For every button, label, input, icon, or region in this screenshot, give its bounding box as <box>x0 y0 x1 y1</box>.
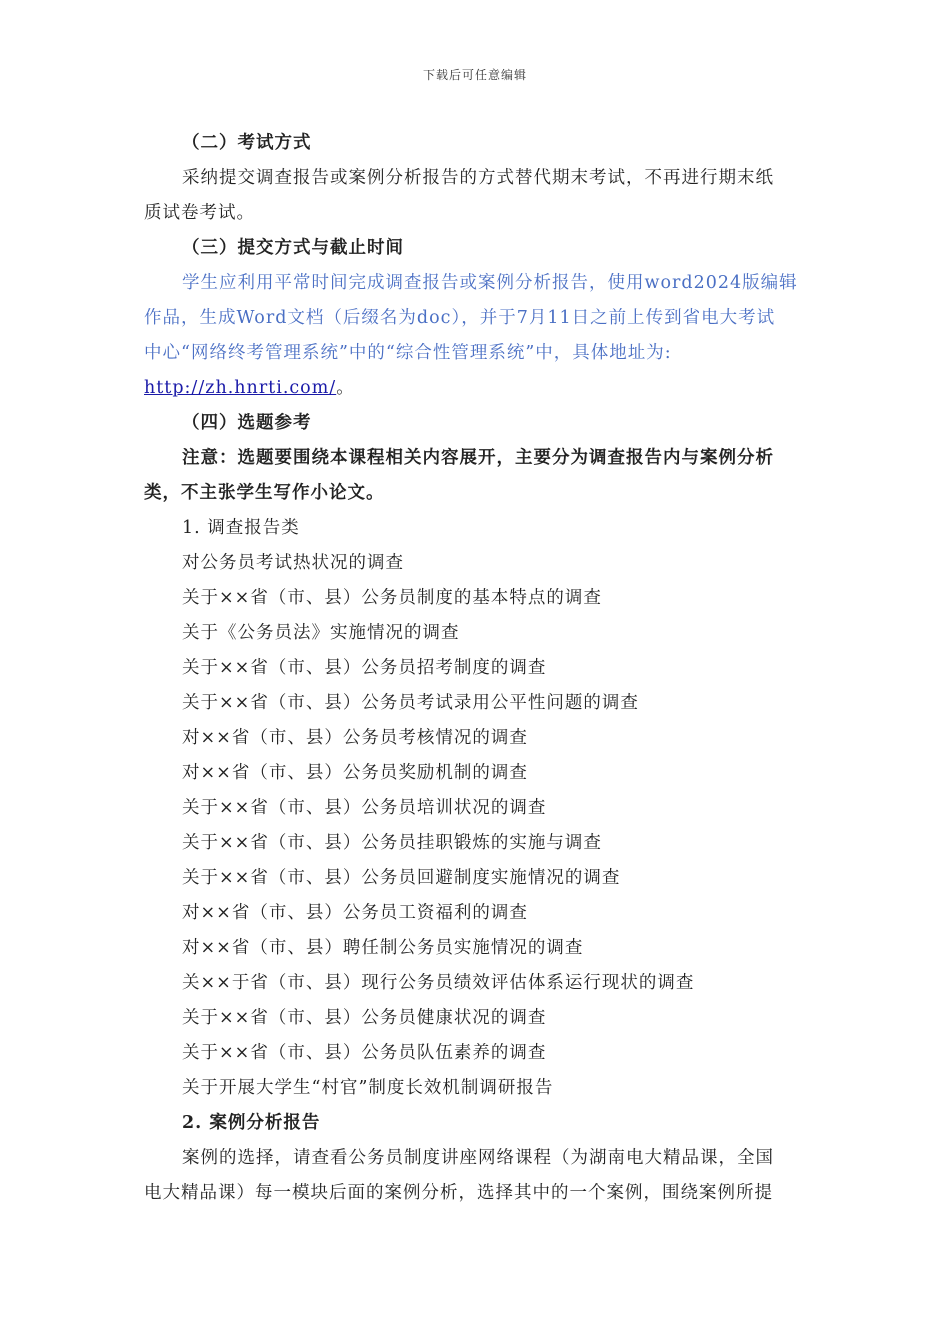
survey-item: 关于××省（市、县）公务员培训状况的调查 <box>182 798 547 818</box>
paragraph-line: 电大精品课）每一模块后面的案例分析，选择其中的一个案例，围绕案例所提 <box>144 1183 773 1203</box>
note-line: 类，不主张学生写作小论文。 <box>144 483 385 503</box>
survey-item: 对××省（市、县）聘任制公务员实施情况的调查 <box>182 938 584 958</box>
survey-item: 关××于省（市、县）现行公务员绩效评估体系运行现状的调查 <box>182 973 695 993</box>
paragraph-line: 采纳提交调查报告或案例分析报告的方式替代期末考试，不再进行期末纸 <box>182 168 774 188</box>
paragraph-line: 质试卷考试。 <box>144 203 255 223</box>
survey-item: 对××省（市、县）公务员考核情况的调查 <box>182 728 528 748</box>
paragraph-line: 学生应利用平常时间完成调查报告或案例分析报告，使用word2024版编辑 <box>182 273 798 293</box>
note-line: 注意：选题要围绕本课程相关内容展开，主要分为调查报告内与案例分析 <box>182 448 774 468</box>
survey-item: 关于××省（市、县）公务员健康状况的调查 <box>182 1008 547 1028</box>
survey-category-heading: 1. 调查报告类 <box>182 518 300 538</box>
survey-item: 关于《公务员法》实施情况的调查 <box>182 623 460 643</box>
case-category-heading: 2. 案例分析报告 <box>182 1113 321 1133</box>
survey-item: 关于××省（市、县）公务员招考制度的调查 <box>182 658 547 678</box>
submission-link[interactable]: http://zh.hnrti.com/ <box>144 378 337 398</box>
survey-item: 关于××省（市、县）公务员回避制度实施情况的调查 <box>182 868 621 888</box>
page-header: 下载后可任意编辑 <box>422 68 527 82</box>
paragraph-line: 中心“网络终考管理系统”中的“综合性管理系统”中，具体地址为: <box>144 343 672 363</box>
section-heading-submission: （三）提交方式与截止时间 <box>182 238 404 258</box>
survey-item: 关于××省（市、县）公务员制度的基本特点的调查 <box>182 588 602 608</box>
paragraph-line: 案例的选择，请查看公务员制度讲座网络课程（为湖南电大精品课，全国 <box>182 1148 774 1168</box>
survey-item: 对××省（市、县）公务员工资福利的调查 <box>182 903 528 923</box>
document-body <box>144 126 808 1211</box>
survey-item: 关于××省（市、县）公务员队伍素养的调查 <box>182 1043 547 1063</box>
paragraph-line: 作品，生成Word文档（后缀名为doc），并于7月11日之前上传到省电大考试 <box>144 308 776 328</box>
section-heading-exam-method: （二）考试方式 <box>182 133 312 153</box>
link-tail: 。 <box>336 378 355 398</box>
section-heading-topics: （四）选题参考 <box>182 413 312 433</box>
submission-address-line <box>144 371 808 406</box>
survey-item: 对公务员考试热状况的调查 <box>182 553 404 573</box>
survey-item: 关于××省（市、县）公务员挂职锻炼的实施与调查 <box>182 833 602 853</box>
survey-item: 对××省（市、县）公务员奖励机制的调查 <box>182 763 528 783</box>
survey-item: 关于开展大学生“村官”制度长效机制调研报告 <box>182 1078 554 1098</box>
survey-item: 关于××省（市、县）公务员考试录用公平性问题的调查 <box>182 693 639 713</box>
